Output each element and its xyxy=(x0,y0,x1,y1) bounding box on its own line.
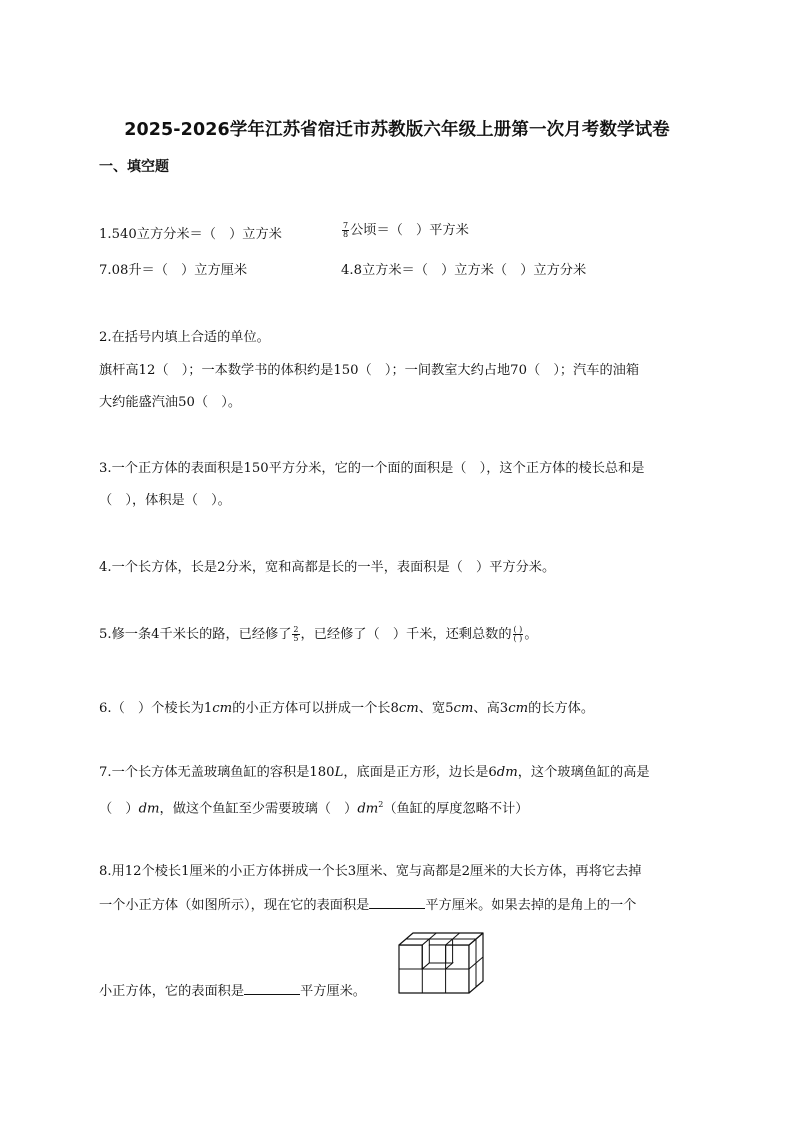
answer-blank-2[interactable] xyxy=(244,982,300,995)
question-8-line-2: 一个小正方体（如图所示），现在它的表面积是 平方厘米。如果去掉的是角上的一个 xyxy=(99,898,637,913)
question-2-line-3: 大约能盛汽油50（ ）。 xyxy=(99,395,242,410)
question-8-line-3: 小正方体，它的表面积是 平方厘米。 xyxy=(99,984,366,999)
question-6: 6.（ ）个棱长为1cm的小正方体可以拼成一个长8cm、宽5cm、高3cm的长方体。 xyxy=(99,701,595,716)
fraction-blank: $\frac{( )}{( )}$ xyxy=(513,625,523,643)
question-1-part-a: 1.540立方分米＝（ ）立方米 xyxy=(99,227,282,242)
question-7-line-1: 7.一个长方体无盖玻璃鱼缸的容积是180L，底面是正方形，边长是6dm，这个玻璃鱼缸的高是 xyxy=(99,765,650,780)
question-7-line-2: （ ）dm，做这个鱼缸至少需要玻璃（ ）$dm^2$（鱼缸的厚度忽略不计） xyxy=(99,800,529,817)
section-heading: 一、填空题 xyxy=(99,159,169,175)
fraction-7-8: $\frac{7}{8}$ xyxy=(343,221,349,239)
question-1-part-b: $\frac{7}{8}$ 公顷＝（ ）平方米 xyxy=(343,221,469,239)
question-2-line-2: 旗杆高12（ ）；一本数学书的体积约是150（ ）；一间教室大约占地70（ ）；汽车的油箱 xyxy=(99,363,640,378)
question-2-line-1: 2.在括号内填上合适的单位。 xyxy=(99,330,270,345)
question-3-line-1: 3.一个正方体的表面积是150平方分米，它的一个面的面积是（ ），这个正方体的棱长总和是 xyxy=(99,461,645,476)
question-3-line-2: （ ），体积是（ ）。 xyxy=(99,493,231,508)
fraction-2-5: $\frac{2}{5}$ xyxy=(293,625,299,643)
question-8-line-1: 8.用12个棱长1厘米的小正方体拼成一个长3厘米、宽与高都是2厘米的大长方体，再将它去掉 xyxy=(99,864,642,879)
question-1-part-c: 7.08升＝（ ）立方厘米 xyxy=(99,263,248,278)
question-1-part-d: 4.8立方米＝（ ）立方米（ ）立方分米 xyxy=(341,263,587,278)
question-4: 4.一个长方体，长是2分米，宽和高都是长的一半，表面积是（ ）平方分米。 xyxy=(99,560,556,575)
question-5: 5.修一条4千米长的路，已经修了 $\frac{2}{5}$ ，已经修了（ ）千米，还剩总数的 $\frac{( )}{( )}$ 。 xyxy=(99,625,538,643)
page-title: 2025-2026学年江苏省宿迁市苏教版六年级上册第一次月考数学试卷 xyxy=(124,120,670,140)
cube-figure xyxy=(397,929,487,997)
answer-blank-1[interactable] xyxy=(369,896,425,909)
